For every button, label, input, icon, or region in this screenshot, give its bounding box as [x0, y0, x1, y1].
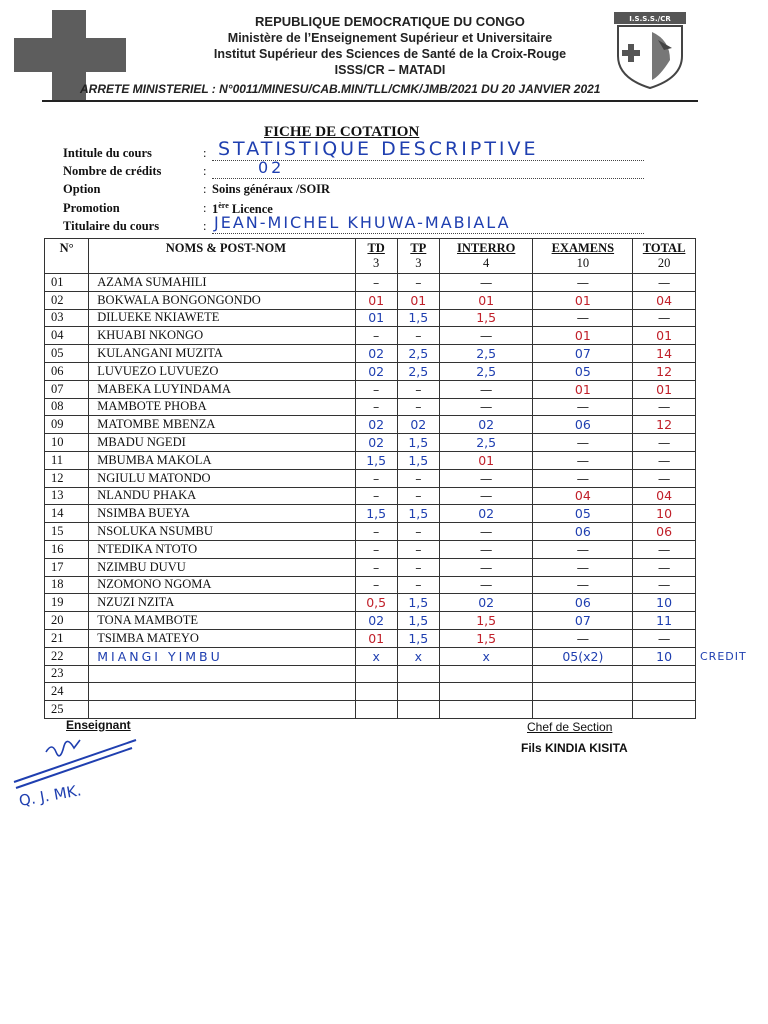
total-score: 06 [633, 523, 696, 541]
table-row [45, 434, 696, 452]
option-label: Option [63, 182, 101, 196]
tp-score: – [397, 540, 439, 558]
table-row [45, 345, 696, 363]
interro-score: — [439, 558, 533, 576]
credit-note: CREDIT [700, 650, 747, 663]
table-row [45, 469, 696, 487]
td-score: – [355, 540, 397, 558]
interro-score: x [439, 647, 533, 665]
promotion-colon: : [203, 201, 207, 215]
row-number: 24 [45, 683, 89, 701]
table-row [45, 540, 696, 558]
header-campus: ISSS/CR – MATADI [334, 63, 446, 77]
row-number: 17 [45, 558, 89, 576]
titulaire-label: Titulaire du cours [63, 219, 160, 233]
total-score: — [633, 558, 696, 576]
tp-score: x [397, 647, 439, 665]
row-number: 02 [45, 291, 89, 309]
table-row [45, 398, 696, 416]
total-score: 11 [633, 612, 696, 630]
td-score: 0,5 [355, 594, 397, 612]
total-score: 01 [633, 380, 696, 398]
table-row [45, 505, 696, 523]
row-number: 08 [45, 398, 89, 416]
table-row [45, 594, 696, 612]
total-score: — [633, 451, 696, 469]
tp-score: – [397, 398, 439, 416]
interro-score: — [439, 398, 533, 416]
option-value: Soins généraux /SOIR [212, 182, 331, 196]
student-name: NZUZI NZITA [89, 594, 355, 612]
total-score [633, 701, 696, 719]
table-header-row [45, 239, 696, 274]
td-score: 02 [355, 416, 397, 434]
tp-score: 02 [397, 416, 439, 434]
header-ministry: Ministère de l’Enseignement Supérieur et Universitaire [227, 31, 553, 45]
total-score: — [633, 629, 696, 647]
td-score [355, 683, 397, 701]
total-score: — [633, 434, 696, 452]
student-name: MAMBOTE PHOBA [89, 398, 355, 416]
total-score: — [633, 469, 696, 487]
row-number: 07 [45, 380, 89, 398]
table-row [45, 309, 696, 327]
interro-score [439, 665, 533, 683]
exam-score: — [533, 469, 633, 487]
interro-score: 2,5 [439, 362, 533, 380]
td-score: – [355, 380, 397, 398]
exam-score: 05 [533, 505, 633, 523]
row-number: 21 [45, 629, 89, 647]
exam-score: 04 [533, 487, 633, 505]
student-name: NSOLUKA NSUMBU [89, 523, 355, 541]
td-score: – [355, 576, 397, 594]
titulaire-value: JEAN-MICHEL KHUWA-MABIALA [214, 213, 511, 232]
institute-shield-logo [612, 10, 688, 90]
table-row [45, 629, 696, 647]
exam-score: — [533, 434, 633, 452]
exam-score: — [533, 629, 633, 647]
td-score: 02 [355, 345, 397, 363]
exam-score: — [533, 274, 633, 292]
interro-score: — [439, 523, 533, 541]
total-score: 10 [633, 647, 696, 665]
table-row [45, 416, 696, 434]
row-number: 14 [45, 505, 89, 523]
table-row [45, 487, 696, 505]
credits-colon: : [203, 164, 207, 178]
student-name: LUVUEZO LUVUEZO [89, 362, 355, 380]
exam-score: — [533, 309, 633, 327]
exam-score: 06 [533, 523, 633, 541]
exam-score: — [533, 576, 633, 594]
interro-score: — [439, 327, 533, 345]
td-score: 1,5 [355, 451, 397, 469]
exam-score: — [533, 451, 633, 469]
td-score: – [355, 523, 397, 541]
row-number: 03 [45, 309, 89, 327]
td-score: – [355, 469, 397, 487]
tp-score [397, 665, 439, 683]
row-number: 16 [45, 540, 89, 558]
exam-score: 05(x2) [533, 647, 633, 665]
row-number: 09 [45, 416, 89, 434]
student-name: NGIULU MATONDO [89, 469, 355, 487]
table-row [45, 576, 696, 594]
exam-score: — [533, 558, 633, 576]
exam-score: 07 [533, 612, 633, 630]
table-row [45, 683, 696, 701]
total-score: — [633, 540, 696, 558]
td-score: – [355, 398, 397, 416]
exam-score: 06 [533, 594, 633, 612]
td-score: – [355, 274, 397, 292]
interro-score: 2,5 [439, 345, 533, 363]
row-number: 05 [45, 345, 89, 363]
intitule-value: STATISTIQUE DESCRIPTIVE [218, 138, 539, 160]
table-row [45, 612, 696, 630]
svg-text:Q. J. MK.: Q. J. MK. [17, 781, 83, 810]
titulaire-colon: : [203, 219, 207, 233]
interro-score: — [439, 576, 533, 594]
intitule-colon: : [203, 146, 207, 160]
student-name [89, 683, 355, 701]
interro-score: — [439, 274, 533, 292]
student-name: MATOMBE MBENZA [89, 416, 355, 434]
row-number: 06 [45, 362, 89, 380]
interro-score: 01 [439, 451, 533, 469]
enseignant-signature [6, 730, 156, 810]
option-colon: : [203, 182, 207, 196]
table-row [45, 701, 696, 719]
student-name: MBUMBA MAKOLA [89, 451, 355, 469]
student-name: BOKWALA BONGONGONDO [89, 291, 355, 309]
exam-score [533, 701, 633, 719]
row-number: 01 [45, 274, 89, 292]
tp-score: 1,5 [397, 612, 439, 630]
student-name: KHUABI NKONGO [89, 327, 355, 345]
total-score: 04 [633, 487, 696, 505]
table-row [45, 451, 696, 469]
interro-score: 1,5 [439, 612, 533, 630]
interro-score: 2,5 [439, 434, 533, 452]
row-number: 10 [45, 434, 89, 452]
credits-value: 02 [258, 158, 285, 177]
tp-score: 1,5 [397, 629, 439, 647]
promotion-label: Promotion [63, 201, 120, 215]
td-score: – [355, 558, 397, 576]
interro-score: — [439, 469, 533, 487]
td-score: x [355, 647, 397, 665]
header-republic: REPUBLIQUE DEMOCRATIQUE DU CONGO [255, 14, 525, 29]
interro-score: — [439, 380, 533, 398]
row-number: 25 [45, 701, 89, 719]
enseignant-label: Enseignant [66, 718, 131, 732]
table-row [45, 327, 696, 345]
tp-score: – [397, 558, 439, 576]
row-number: 22 [45, 647, 89, 665]
tp-score: – [397, 487, 439, 505]
exam-score: 07 [533, 345, 633, 363]
tp-score: 01 [397, 291, 439, 309]
tp-score: 2,5 [397, 362, 439, 380]
row-number: 19 [45, 594, 89, 612]
interro-score: 02 [439, 505, 533, 523]
td-score: 02 [355, 362, 397, 380]
td-score: 01 [355, 309, 397, 327]
student-name: MABEKA LUYINDAMA [89, 380, 355, 398]
total-score: 14 [633, 345, 696, 363]
student-name: NZIMBU DUVU [89, 558, 355, 576]
student-name [89, 665, 355, 683]
table-row [45, 274, 696, 292]
row-number: 13 [45, 487, 89, 505]
td-score: – [355, 327, 397, 345]
interro-score: 1,5 [439, 629, 533, 647]
header-total: TOTAL 20 [633, 239, 696, 274]
exam-score [533, 683, 633, 701]
header-arrete: ARRETE MINISTERIEL : N°0011/MINESU/CAB.MIN/TLL/CMK/JMB/2021 DU 20 JANVIER 2021 [80, 82, 601, 96]
credits-dotline [212, 178, 644, 179]
tp-score: 1,5 [397, 451, 439, 469]
tp-score: 2,5 [397, 345, 439, 363]
total-score: — [633, 309, 696, 327]
tp-score: 1,5 [397, 594, 439, 612]
td-score: 01 [355, 291, 397, 309]
td-score: 1,5 [355, 505, 397, 523]
student-name: NZOMONO NGOMA [89, 576, 355, 594]
exam-score: — [533, 398, 633, 416]
chef-section-label: Chef de Section [527, 720, 613, 734]
total-score: 04 [633, 291, 696, 309]
row-number: 15 [45, 523, 89, 541]
tp-score: – [397, 523, 439, 541]
table-row [45, 558, 696, 576]
total-score: — [633, 576, 696, 594]
table-row [45, 647, 696, 665]
total-score [633, 665, 696, 683]
exam-score: 01 [533, 380, 633, 398]
tp-score: – [397, 327, 439, 345]
row-number: 12 [45, 469, 89, 487]
tp-score: – [397, 380, 439, 398]
student-name: TONA MAMBOTE [89, 612, 355, 630]
exam-score: — [533, 540, 633, 558]
td-score [355, 665, 397, 683]
credits-label: Nombre de crédits [63, 164, 162, 178]
total-score [633, 683, 696, 701]
header-examens: EXAMENS 10 [533, 239, 633, 274]
student-name [89, 701, 355, 719]
exam-score [533, 665, 633, 683]
exam-score: 01 [533, 327, 633, 345]
header-tp: TP 3 [397, 239, 439, 274]
intitule-label: Intitule du cours [63, 146, 152, 160]
exam-score: 01 [533, 291, 633, 309]
total-score: — [633, 398, 696, 416]
interro-score: 01 [439, 291, 533, 309]
interro-score: 02 [439, 416, 533, 434]
table-row [45, 380, 696, 398]
interro-score: 1,5 [439, 309, 533, 327]
svg-text:I.S.S.S./CR: I.S.S.S./CR [629, 15, 671, 23]
student-name: NLANDU PHAKA [89, 487, 355, 505]
table-row [45, 362, 696, 380]
tp-score: 1,5 [397, 434, 439, 452]
row-number: 18 [45, 576, 89, 594]
student-name: TSIMBA MATEYO [89, 629, 355, 647]
row-number: 23 [45, 665, 89, 683]
table-row [45, 665, 696, 683]
row-number: 04 [45, 327, 89, 345]
student-name: MBADU NGEDI [89, 434, 355, 452]
total-score: 10 [633, 505, 696, 523]
promotion-value: 1ère Licence [212, 201, 273, 217]
row-number: 11 [45, 451, 89, 469]
student-name: NSIMBA BUEYA [89, 505, 355, 523]
interro-score: 02 [439, 594, 533, 612]
header-institute: Institut Supérieur des Sciences de Santé de la Croix-Rouge [213, 47, 567, 61]
td-score: – [355, 487, 397, 505]
tp-score [397, 701, 439, 719]
student-name: DILUEKE NKIAWETE [89, 309, 355, 327]
td-score [355, 701, 397, 719]
titulaire-dotline [212, 233, 644, 234]
exam-score: 05 [533, 362, 633, 380]
tp-score: – [397, 469, 439, 487]
red-cross-logo-horizontal [14, 38, 126, 72]
total-score: 10 [633, 594, 696, 612]
header-divider [42, 100, 698, 102]
total-score: 01 [633, 327, 696, 345]
row-number: 20 [45, 612, 89, 630]
exam-score: 06 [533, 416, 633, 434]
tp-score: – [397, 274, 439, 292]
tp-score [397, 683, 439, 701]
td-score: 02 [355, 612, 397, 630]
header-interro: INTERRO 4 [439, 239, 533, 274]
tp-score: – [397, 576, 439, 594]
interro-score [439, 701, 533, 719]
chef-section-name: Fils KINDIA KISITA [521, 741, 628, 755]
interro-score: — [439, 487, 533, 505]
grades-table [44, 238, 696, 719]
table-row [45, 291, 696, 309]
total-score: 12 [633, 362, 696, 380]
total-score: 12 [633, 416, 696, 434]
student-name: NTEDIKA NTOTO [89, 540, 355, 558]
table-row [45, 523, 696, 541]
header-name: NOMS & POST-NOM [89, 239, 355, 274]
student-name: MIANGI YIMBU [89, 647, 355, 665]
header-td: TD 3 [355, 239, 397, 274]
student-name: AZAMA SUMAHILI [89, 274, 355, 292]
td-score: 02 [355, 434, 397, 452]
interro-score: — [439, 540, 533, 558]
fiche-title: FICHE DE COTATION [264, 124, 420, 140]
student-name: KULANGANI MUZITA [89, 345, 355, 363]
interro-score [439, 683, 533, 701]
tp-score: 1,5 [397, 505, 439, 523]
total-score: — [633, 274, 696, 292]
header-number: N° [45, 239, 89, 274]
td-score: 01 [355, 629, 397, 647]
tp-score: 1,5 [397, 309, 439, 327]
